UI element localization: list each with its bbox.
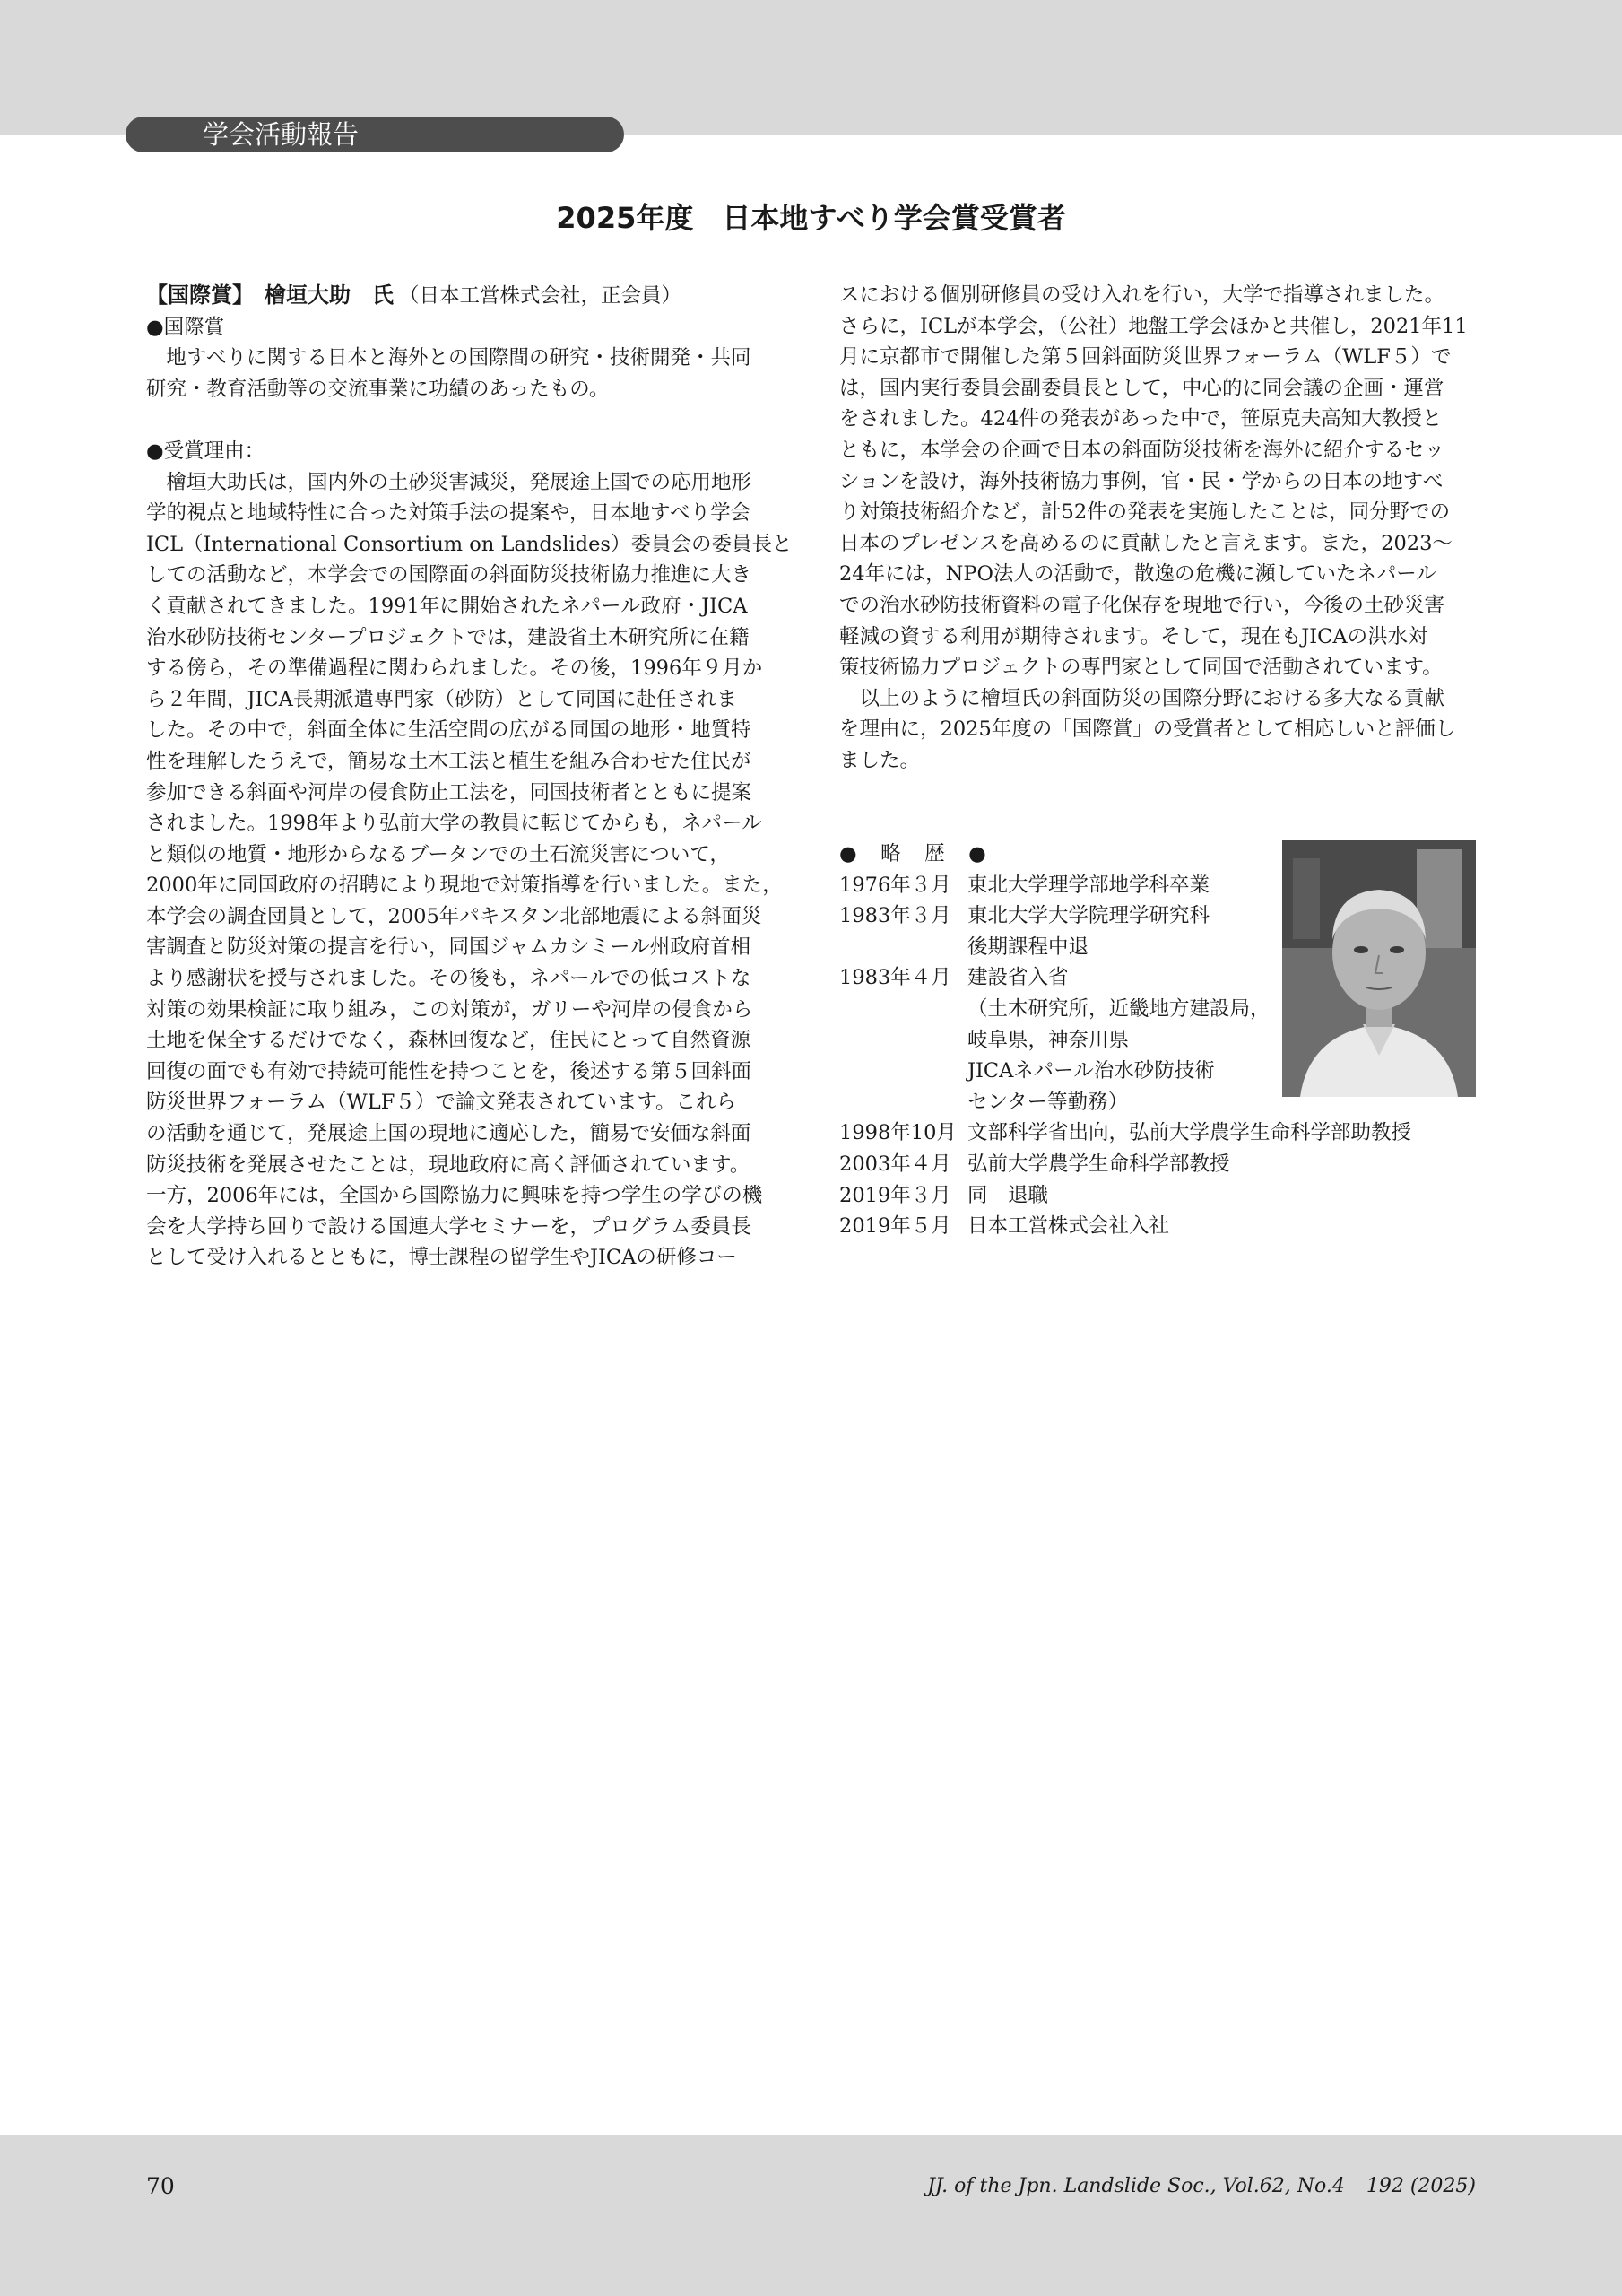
body-text-line: 回復の面でも有効で持続可能性を持つことを，後述する第５回斜面 — [146, 1059, 752, 1083]
body-text-line: 土地を保全するだけでなく，森林回復など，住民にとって自然資源 — [146, 1029, 751, 1053]
body-text-line: 軽減の資する利用が期待されます。そして，現在もJICAの洪水対 — [839, 624, 1428, 648]
journal-page: 192 (2025) — [1366, 2175, 1476, 2197]
body-text-line: さらに，ICLが本学会，（公社）地盤工学会ほかと共催し，2021年11 — [839, 314, 1468, 338]
body-text-line: 対策の効果検証に取り組み，この対策が，ガリーや河岸の侵食から — [146, 997, 753, 1022]
body-text-line: と類似の地質・地形からなるブータンでの土石流災害について， — [146, 842, 730, 866]
biography-entry — [839, 1118, 1476, 1149]
body-text-line: ションを設け，海外技術協力事例，官・民・学からの日本の地すべ — [839, 469, 1444, 493]
recipient-name: 檜垣大助 氏 — [265, 283, 394, 308]
body-text-line: ICL（International Consortium on Landslides）委員会の委員長と — [146, 532, 793, 556]
body-text-line: ともに，本学会の企画で日本の斜面防災技術を海外に紹介するセッ — [839, 438, 1445, 462]
body-text-line: く貢献されてきました。1991年に開始されたネパール政府・JICA — [146, 594, 748, 618]
body-text-line: 一方，2006年には，全国から国際協力に興味を持つ学生の学びの機 — [146, 1184, 763, 1208]
section-label: 学会活動報告 — [126, 117, 624, 152]
biography-text: 岐阜県，神奈川県 — [967, 1028, 1130, 1052]
body-text-line: より感謝状を授与されました。その後も，ネパールでの低コストな — [146, 967, 751, 991]
body-text-line: 月に京都市で開催した第５回斜面防災世界フォーラム（WLF５）で — [839, 345, 1452, 370]
body-text-line: 策技術協力プロジェクトの専門家として同国で活動されています。 — [839, 656, 1443, 680]
body-text-line: 24年には，NPO法人の活動で，散逸の危機に瀕していたネパール — [839, 562, 1436, 587]
right-column — [839, 280, 1476, 777]
biography-date — [839, 994, 967, 1025]
body-text-line: は，国内実行委員会副委員長として，中心的に同会議の企画・運営 — [839, 376, 1444, 400]
body-text-line: されました。1998年より弘前大学の教員に転じてからも，ネパール — [146, 812, 762, 836]
body-text-line: 2000年に同国政府の招聘により現地で対策指導を行いました。また， — [146, 874, 783, 898]
body-text-line: 本学会の調査団員として，2005年パキスタン北部地震による斜面災 — [146, 904, 762, 928]
body-text-line: ●受賞理由： — [146, 439, 265, 463]
biography-text: 東北大学大学院理学研究科 — [967, 904, 1210, 928]
body-text-line: り対策技術紹介など，計52件の発表を実施したことは，同分野での — [839, 500, 1451, 525]
biography-text: 弘前大学農学生命科学部教授 — [967, 1152, 1230, 1176]
biography-date: 2019年５月 — [839, 1214, 951, 1239]
biography-date — [839, 932, 967, 963]
biography-text: （土木研究所，近畿地方建設局， — [967, 996, 1271, 1021]
biography-date: 1983年３月 — [839, 904, 951, 928]
body-text-line: 参加できる斜面や河岸の侵食防止工法を，同国技術者とともに提案 — [146, 780, 752, 804]
body-text-line: スにおける個別研修員の受け入れを行い，大学で指導されました。 — [839, 283, 1445, 307]
right-body-text — [839, 280, 1476, 777]
portrait-photo — [1282, 840, 1476, 1097]
left-column — [146, 280, 792, 1274]
journal-name: JJ. of the Jpn. Landslide Soc., Vol.62, No.4 — [927, 2175, 1345, 2197]
biography-text: 文部科学省出向，弘前大学農学生命科学部助教授 — [967, 1121, 1412, 1145]
body-text-line — [146, 404, 792, 436]
body-text-line: を理由に，2025年度の「国際賞」の受賞者として相応しいと評価し — [839, 718, 1456, 742]
body-text-line: ら２年間，JICA長期派遣専門家（砂防）として同国に赴任されま — [146, 687, 737, 711]
biography-entry — [839, 1180, 1476, 1212]
page-title: 2025年度 日本地すべり学会賞受賞者 — [556, 201, 1066, 235]
body-text-line: しての活動など，本学会での国際面の斜面防災技術協力推進に大き — [146, 563, 752, 587]
body-text-line: 治水砂防技術センタープロジェクトでは，建設省土木研究所に在籍 — [146, 625, 750, 649]
award-line — [146, 280, 792, 312]
page-number: 70 — [146, 2173, 175, 2199]
body-text-line: する傍ら，その準備過程に関わられました。その後，1996年９月か — [146, 657, 763, 681]
body-text-line: 会を大学持ち回りで設ける国連大学セミナーを，プログラム委員長 — [146, 1214, 751, 1239]
biography-text: センター等勤務） — [967, 1090, 1129, 1114]
biography-text: 東北大学理学部地学科卒業 — [967, 873, 1210, 897]
biography-entry — [839, 1149, 1476, 1180]
left-body-text — [146, 312, 792, 1274]
biography-date: 1976年３月 — [839, 873, 951, 897]
body-text-line: 以上のように檜垣氏の斜面防災の国際分野における多大なる貢献 — [839, 686, 1445, 710]
biography-date: 2019年３月 — [839, 1183, 951, 1207]
body-text-line: での治水砂防技術資料の電子化保存を現地で行い，今後の土砂災害 — [839, 593, 1445, 617]
body-text-line: 学的視点と地域特性に合った対策手法の提案や，日本地すべり学会 — [146, 501, 751, 526]
body-text-line: の活動を通じて，発展途上国の現地に適応した，簡易で安価な斜面 — [146, 1122, 751, 1146]
biography-date: 1983年４月 — [839, 966, 951, 990]
body-text-line: をされました。424件の発表があった中で，笹原克夫高知大教授と — [839, 407, 1443, 431]
biography-text: 後期課程中退 — [967, 935, 1089, 959]
biography-date: 2003年４月 — [839, 1152, 951, 1176]
top-band — [0, 0, 1622, 135]
biography-text: JICAネパール治水砂防技術 — [967, 1059, 1215, 1083]
body-text-line: 檜垣大助氏は，国内外の土砂災害減災，発展途上国での応用地形 — [146, 470, 752, 494]
biography-date — [839, 1087, 967, 1118]
biography-date — [839, 1025, 967, 1057]
body-text-line: 研究・教育活動等の交流事業に功績のあったもの。 — [146, 377, 610, 401]
body-text-line: 性を理解したうえで，簡易な土木工法と植生を組み合わせた住民が — [146, 749, 751, 773]
journal-citation — [927, 2175, 1476, 2197]
biography-text: 建設省入省 — [967, 966, 1069, 990]
body-text-line: 防災世界フォーラム（WLF５）で論文発表されています。これら — [146, 1091, 737, 1115]
body-text-line: 防災技術を発展させたことは，現地政府に高く評価されています。 — [146, 1152, 750, 1177]
biography-text: 同 退職 — [967, 1183, 1049, 1207]
biography-entry — [839, 1211, 1476, 1242]
body-text-line: ました。 — [839, 748, 921, 772]
biography-text: 日本工営株式会社入社 — [967, 1214, 1170, 1239]
biography-date — [839, 1056, 967, 1087]
body-text-line: 地すべりに関する日本と海外との国際間の研究・技術開発・共同 — [146, 346, 751, 370]
biography-heading: ● 略 歴 ● — [839, 842, 988, 865]
bottom-band — [0, 2135, 1622, 2296]
body-text-line: として受け入れるとともに，博士課程の留学生やJICAの研修コー — [146, 1246, 737, 1270]
body-text-line: 日本のプレゼンスを高めるのに貢献したと言えます。また，2023～ — [839, 531, 1453, 555]
recipient-affiliation: （日本工営株式会社，正会員） — [399, 284, 682, 308]
body-text-line: した。その中で，斜面全体に生活空間の広がる同国の地形・地質特 — [146, 718, 751, 743]
body-text-line: 害調査と防災対策の提言を行い，同国ジャムカシミール州政府首相 — [146, 935, 751, 960]
award-label: 【国際賞】 — [146, 283, 254, 308]
body-text-line: ●国際賞 — [146, 315, 225, 339]
biography-date: 1998年10月 — [839, 1121, 957, 1145]
